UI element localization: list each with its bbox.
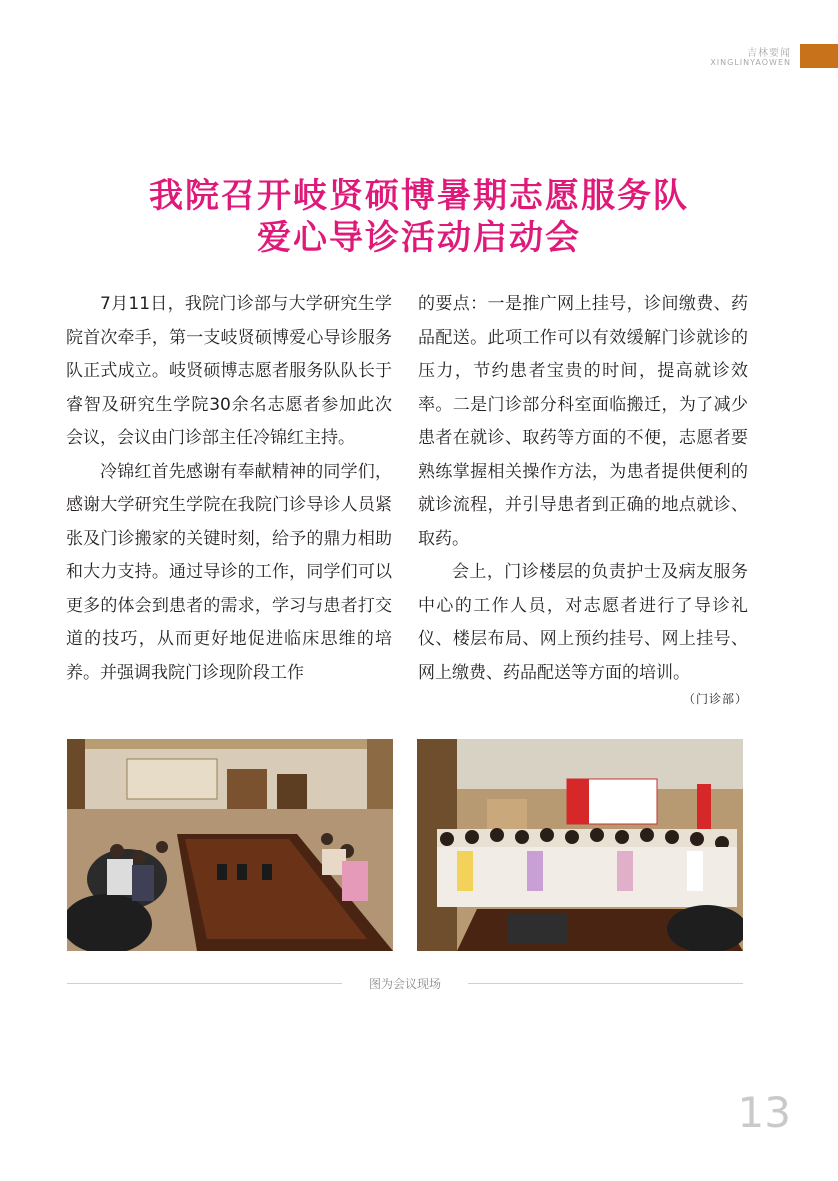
article-title-line-2: 爱心导诊活动启动会: [257, 218, 581, 258]
meeting-photo-right: [417, 739, 743, 951]
paragraph: 7月11日，我院门诊部与大学研究生学院首次牵手，第一支岐贤硕博爱心导诊服务队正式成立。岐贤硕博志愿者服务队队长于睿智及研究生学院30余名志愿者参加此次会议，会议由门诊部主任冷锦红主持。: [66, 294, 392, 448]
caption-rule-right: [468, 983, 743, 984]
text-column-right: [418, 288, 748, 710]
section-accent-bar: [800, 44, 838, 68]
caption-rule-left: [67, 983, 342, 984]
article-title-line-1: 我院召开岐贤硕博暑期志愿服务队: [149, 176, 689, 216]
page-number: 13: [737, 1088, 791, 1137]
paragraph: 的要点：一是推广网上挂号，诊间缴费、药品配送。此项工作可以有效缓解门诊就诊的压力，节约患者宝贵的时间，提高就诊效率。二是门诊部分科室面临搬迁，为了减少患者在就诊、取药等方面的不便，志愿者要熟练掌握相关操作方法，为患者提供便利的就诊流程，并引导患者到正确的地点就诊、取药。: [418, 294, 748, 549]
section-title-en: XINGLINYAOWEN: [710, 58, 791, 67]
paragraph: 会上，门诊楼层的负责护士及病友服务中心的工作人员，对志愿者进行了导诊礼仪、楼层布局、网上预约挂号、网上挂号、网上缴费、药品配送等方面的培训。: [418, 562, 748, 683]
text-column-left: [66, 288, 392, 690]
meeting-photo-left: [67, 739, 393, 951]
section-title: 吉林要闻: [747, 48, 791, 59]
paragraph: 冷锦红首先感谢有奉献精神的同学们，感谢大学研究生学院在我院门诊导诊人员紧张及门诊搬家的关键时刻，给予的鼎力相助和大力支持。通过导诊的工作，同学们可以更多的体会到患者的需求，学习与患者打交道的技巧，从而更好地促进临床思维的培养。并强调我院门诊现阶段工作: [66, 461, 392, 683]
photo-caption: 图为会议现场: [368, 977, 441, 991]
article-source: （门诊部）: [682, 692, 748, 706]
